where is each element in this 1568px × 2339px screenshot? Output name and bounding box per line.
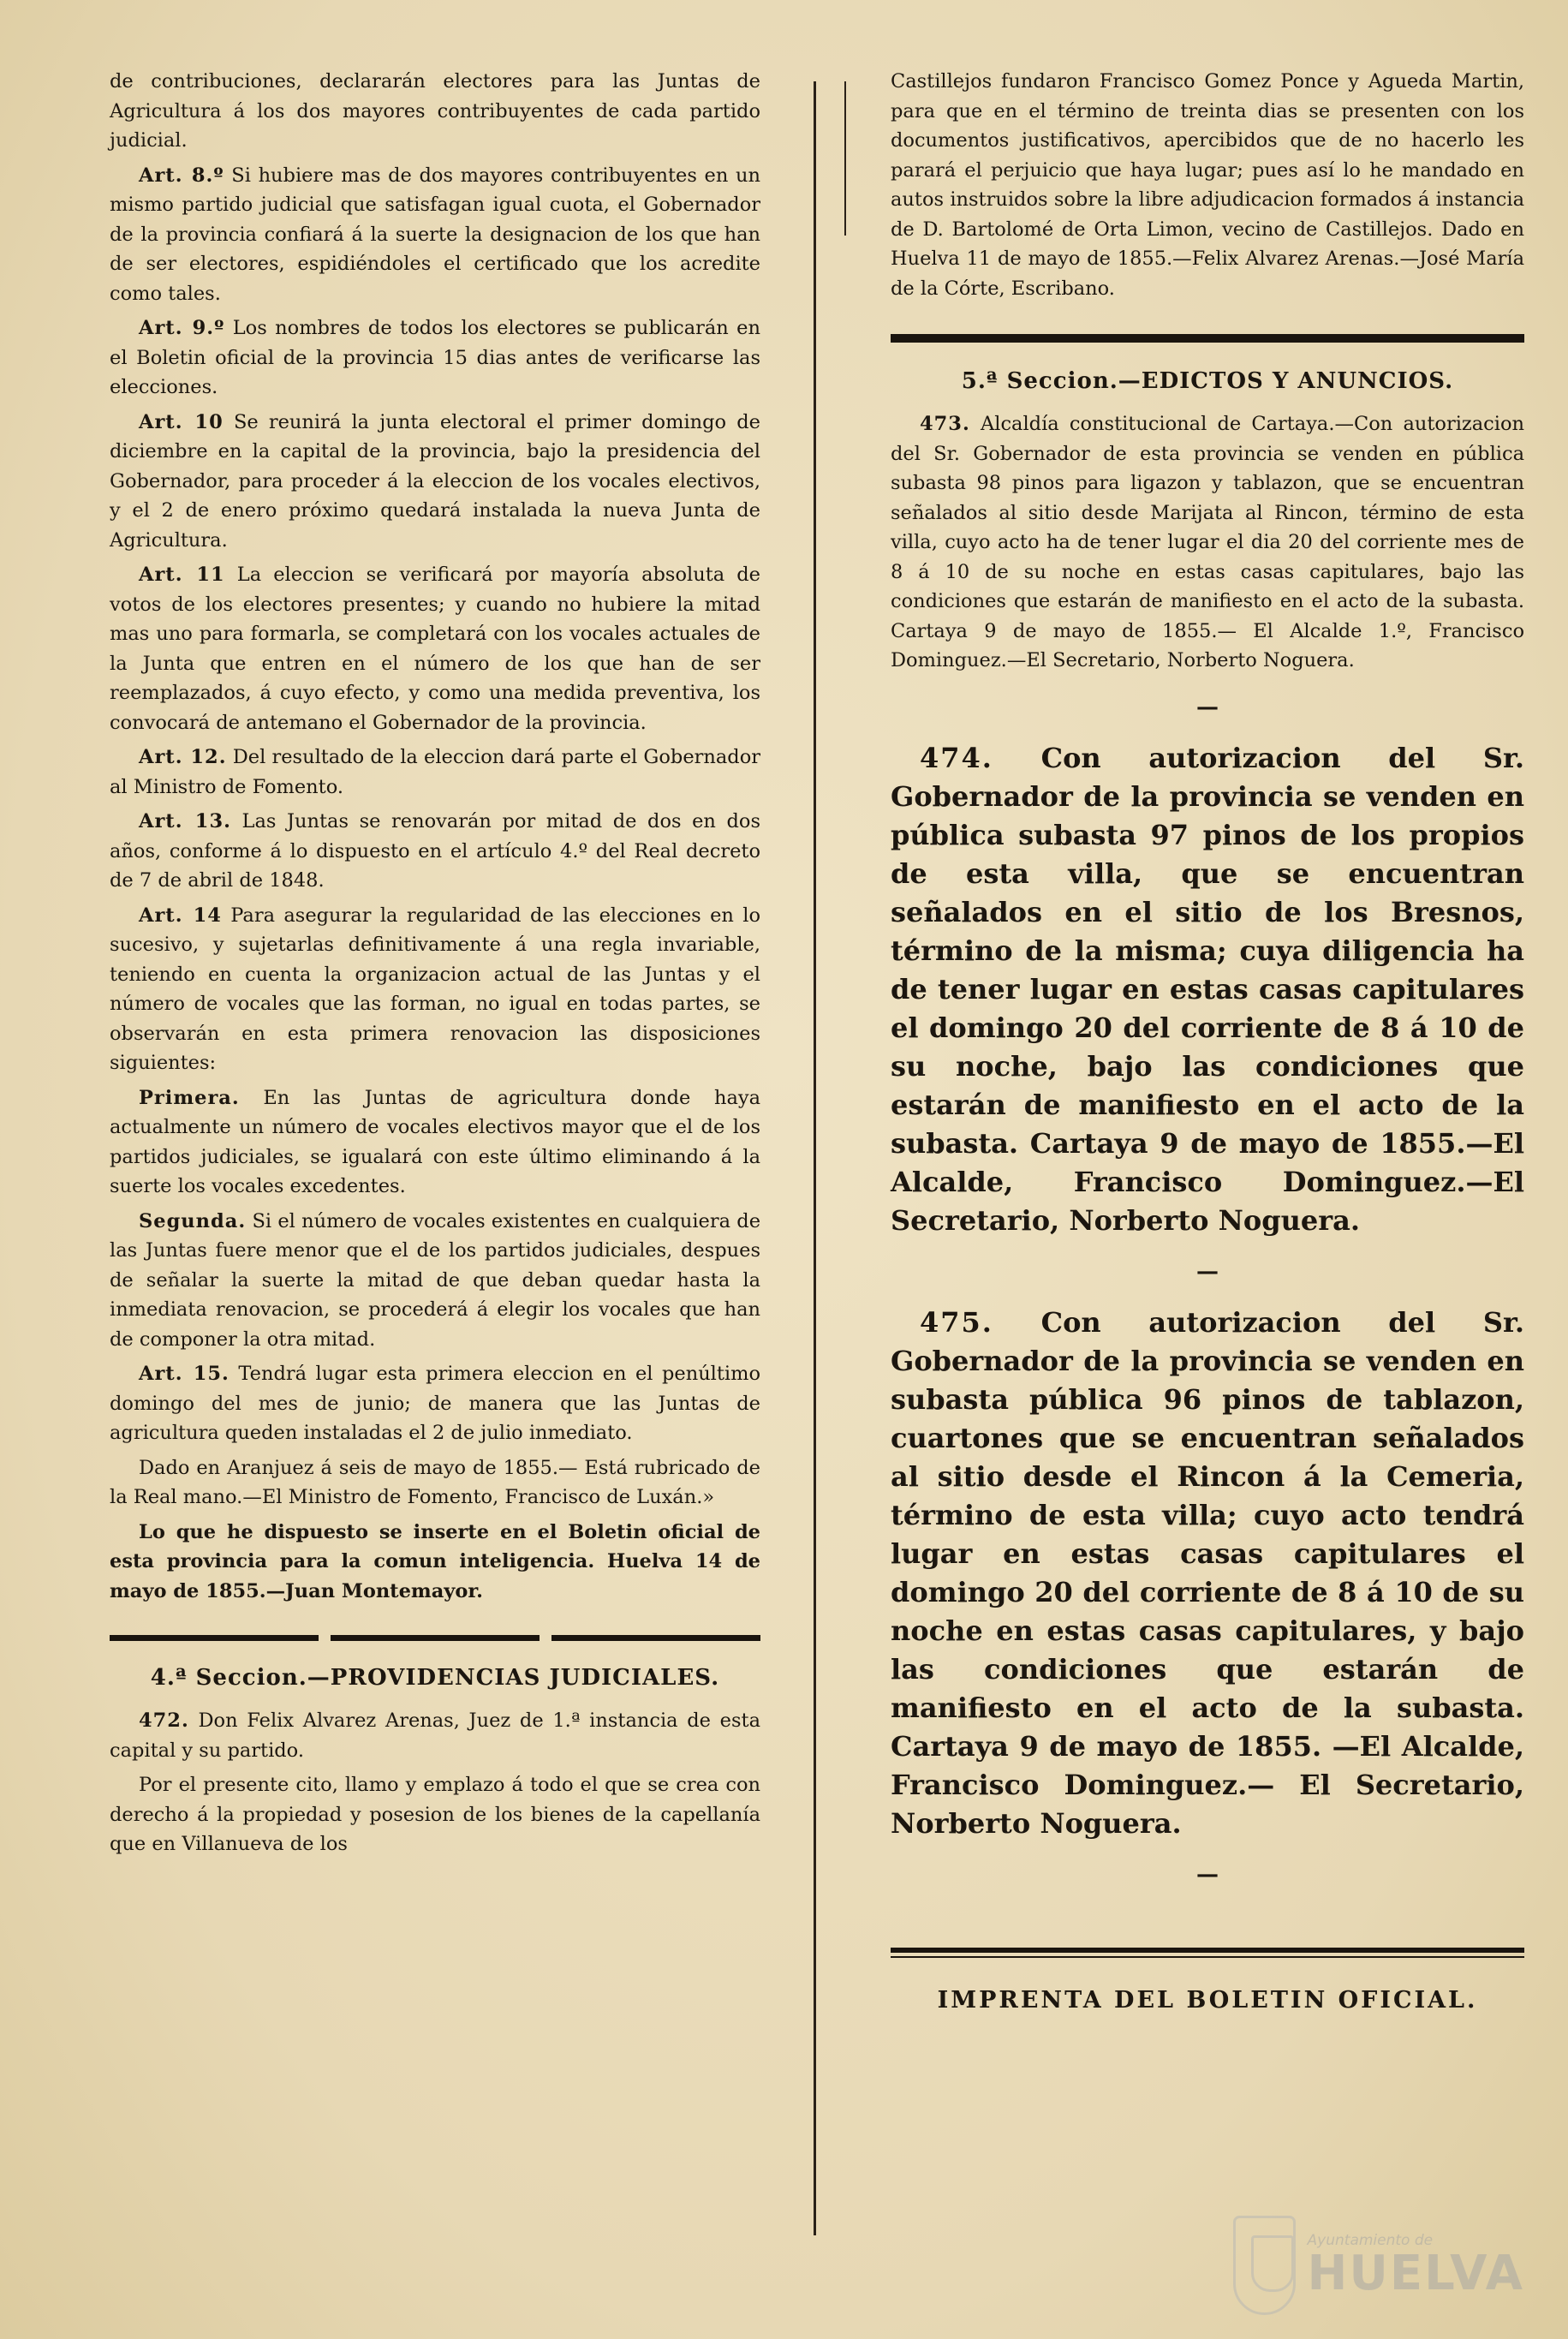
article-label: Art. 14 bbox=[139, 904, 222, 927]
footer-rule bbox=[891, 1948, 1524, 1958]
decree-signature: Dado en Aranjuez á seis de mayo de 1855.— Está rubricado de la Real mano.—El Ministro de Fomento, Francisco de Luxán.» bbox=[110, 1456, 760, 1508]
watermark-line-1: Ayuntamiento de bbox=[1307, 2232, 1434, 2249]
separator-dash: — bbox=[1196, 1258, 1219, 1285]
notice-474-block bbox=[891, 739, 1524, 1240]
article-label: Art. 8.º bbox=[139, 164, 224, 187]
article-10 bbox=[110, 408, 760, 556]
article-text: Las Juntas se renovarán por mitad de dos en dos años, conforme á lo dispuesto en el artículo 4.º del Real decreto de 7 de abril de 1848. bbox=[110, 810, 760, 892]
article-text: Se reunirá la junta electoral el primer domingo de diciembre en la capital de la provincia, bajo la presidencia del Gobernador, para proceder á la eleccion de los vocales electivos, y el 2 de enero próximo quedará instalada la nueva Junta de Agricultura. bbox=[110, 410, 760, 552]
notice-text: Con autorizacion del Sr. Gobernador de la provincia se venden en pública subasta 97 pinos de los propios de esta villa, que se encuentran señalados en el sitio de los Bresnos, término de la misma; cuya diligencia ha de tener lugar en estas casas capitulares el domingo 20 del corriente de 8 á 10 de su noche, bajo las condiciones que estarán de manifiesto en el acto de la subasta. Cartaya 9 de mayo de 1855.—El Alcalde, Francisco Dominguez.—El Secretario, Norberto Noguera. bbox=[891, 741, 1524, 1237]
watermark-line-2: HUELVA bbox=[1307, 2246, 1524, 2301]
printer-imprint: IMPRENTA DEL BOLETIN OFICIAL. bbox=[937, 1986, 1478, 2014]
article-13 bbox=[110, 807, 760, 896]
article-text: Para asegurar la regularidad de las elecciones en lo sucesivo, y sujetarlas definitivamente á una regla invariable, teniendo en cuenta la organizacion actual de las Juntas y el número de vocales que las forman, no igual en todas partes, se observarán en esta primera renovacion las disposiciones siguientes: bbox=[110, 904, 760, 1074]
column-divider bbox=[814, 81, 816, 2235]
column-divider-top bbox=[844, 81, 846, 236]
article-label: Art. 9.º bbox=[139, 317, 225, 339]
left-column bbox=[110, 67, 760, 1865]
section-5-heading: 5.ª Seccion.—EDICTOS Y ANUNCIOS. bbox=[961, 368, 1454, 394]
notice-472 bbox=[110, 1706, 760, 1765]
notice-474 bbox=[891, 739, 1524, 1240]
provision-text: En las Juntas de agricultura donde haya actualmente un número de vocales electivos mayor que el de los partidos judiciales, se igualará con este último eliminando á la suerte los vocales excedentes. bbox=[110, 1086, 760, 1197]
article-11 bbox=[110, 560, 760, 737]
section-rule bbox=[110, 1635, 760, 1641]
right-column bbox=[891, 67, 1524, 2014]
notice-number: 473. bbox=[920, 413, 970, 435]
notice-text: Con autorizacion del Sr. Gobernador de la provincia se venden en subasta pública 96 pinos de tablazon, cuartones que se encuentran señalados al sitio desde el Rincon á la Cemeria, término de esta villa; cuyo acto tendrá lugar en estas casas capitulares el domingo 20 del corriente de 8 á 10 de su noche en estas casas capitulares, y bajo las condiciones que estarán de manifiesto en el acto de la subasta. Cartaya 9 de mayo de 1855. —El Alcalde, Francisco Dominguez.— El Secretario, Norberto Noguera. bbox=[891, 1305, 1524, 1840]
notice-number: 472. bbox=[139, 1709, 189, 1732]
notice-number: 474. bbox=[920, 741, 993, 774]
section-4-heading: 4.ª Seccion.—PROVIDENCIAS JUDICIALES. bbox=[150, 1665, 720, 1691]
article-text: Tendrá lugar esta primera eleccion en el penúltimo domingo del mes de junio; de manera que las Juntas de agricultura queden instaladas el 2 de julio inmediato. bbox=[110, 1363, 761, 1444]
article-label: Art. 12. bbox=[139, 746, 227, 768]
article-label: Art. 13. bbox=[139, 810, 231, 832]
provision-segunda bbox=[110, 1207, 760, 1355]
article-9 bbox=[110, 313, 760, 403]
notice-text: Don Felix Alvarez Arenas, Juez de 1.ª instancia de esta capital y su partido. bbox=[110, 1709, 760, 1762]
provision-label: Primera. bbox=[139, 1086, 240, 1109]
article-label: Art. 11 bbox=[139, 564, 225, 586]
continuation-paragraph: de contribuciones, declararán electores para las Juntas de Agricultura á los dos mayores contribuyentes de cada partido judicial. bbox=[110, 70, 760, 152]
article-text: La eleccion se verificará por mayoría absoluta de votos de los electores presentes; y cuando no hubiere la mitad mas uno para formarla, se completará con los vocales actuales de la Junta que entren en el número de los que han de ser reemplazados, á cuyo efecto, y como una medida preventiva, los convocará de antemano el Gobernador de la provincia. bbox=[110, 564, 760, 734]
article-12 bbox=[110, 743, 760, 802]
article-text: Si hubiere mas de dos mayores contribuyentes en un mismo partido judicial que satisfagan igual cuota, el Gobernador de la provincia confiará á la suerte la designacion de los que han de ser electores, espidiéndoles el certificado que los acredite como tales. bbox=[110, 164, 760, 305]
provision-text: Si el número de vocales existentes en cualquiera de las Juntas fuere menor que el de los partidos judiciales, despues de señalar la suerte la mitad de que deban quedar hasta la inmediata renovacion, se procederá á elegir los vocales que han de componer la otra mitad. bbox=[110, 1209, 761, 1351]
article-14 bbox=[110, 901, 760, 1078]
article-text: Los nombres de todos los electores se publicarán en el Boletin oficial de la provincia 15 dias antes de verificarse las elecciones. bbox=[110, 317, 760, 398]
article-label: Art. 15. bbox=[139, 1363, 230, 1385]
notice-number: 475. bbox=[920, 1305, 993, 1339]
article-8 bbox=[110, 161, 760, 309]
section-rule bbox=[891, 334, 1524, 343]
provision-label: Segunda. bbox=[139, 1209, 247, 1232]
article-15 bbox=[110, 1359, 760, 1448]
separator-dash: — bbox=[1196, 694, 1219, 720]
publication-order: Lo que he dispuesto se inserte en el Boletin oficial de esta provincia para la comun inteligencia. Huelva 14 de mayo de 1855.—Juan Montemayor. bbox=[110, 1520, 760, 1602]
article-text: Del resultado de la eleccion dará parte el Gobernador al Ministro de Fomento. bbox=[110, 746, 761, 798]
notice-475 bbox=[891, 1304, 1524, 1843]
summons-continuation: Castillejos fundaron Francisco Gomez Ponce y Agueda Martin, para que en el término de treinta dias se presenten con los documentos justificativos, apercibidos que de no hacerlo les parará el perjuicio que haya lugar; pues así lo he mandado en autos instruidos sobre la libre adjudicacion formados á instancia de D. Bartolomé de Orta Limon, vecino de Castillejos. Dado en Huelva 11 de mayo de 1855.—Felix Alvarez Arenas.—José María de la Córte, Escribano. bbox=[891, 70, 1524, 300]
separator-dash: — bbox=[1196, 1861, 1219, 1888]
coat-of-arms-icon bbox=[1233, 2216, 1296, 2315]
notice-475-block bbox=[891, 1304, 1524, 1843]
notice-473 bbox=[891, 409, 1524, 676]
watermark-text bbox=[1308, 2232, 1524, 2299]
summons-paragraph: Por el presente cito, llamo y emplazo á todo el que se crea con derecho á la propiedad y posesion de los bienes de la capellanía que en Villanueva de los bbox=[110, 1774, 760, 1855]
watermark bbox=[1233, 2210, 1524, 2321]
article-label: Art. 10 bbox=[139, 410, 224, 433]
provision-primera bbox=[110, 1083, 760, 1202]
notice-text: Alcaldía constitucional de Cartaya.—Con autorizacion del Sr. Gobernador de esta provincia se venden en pública subasta 98 pinos para ligazon y tablazon, que se encuentran señalados al sitio desde Marijata al Rincon, término de esta villa, cuyo acto ha de tener lugar el dia 20 del corriente mes de 8 á 10 de su noche en estas casas capitulares, bajo las condiciones que estarán de manifiesto en el acto de la subasta. Cartaya 9 de mayo de 1855.— El Alcalde 1.º, Francisco Dominguez.—El Secretario, Norberto Noguera. bbox=[891, 413, 1524, 671]
